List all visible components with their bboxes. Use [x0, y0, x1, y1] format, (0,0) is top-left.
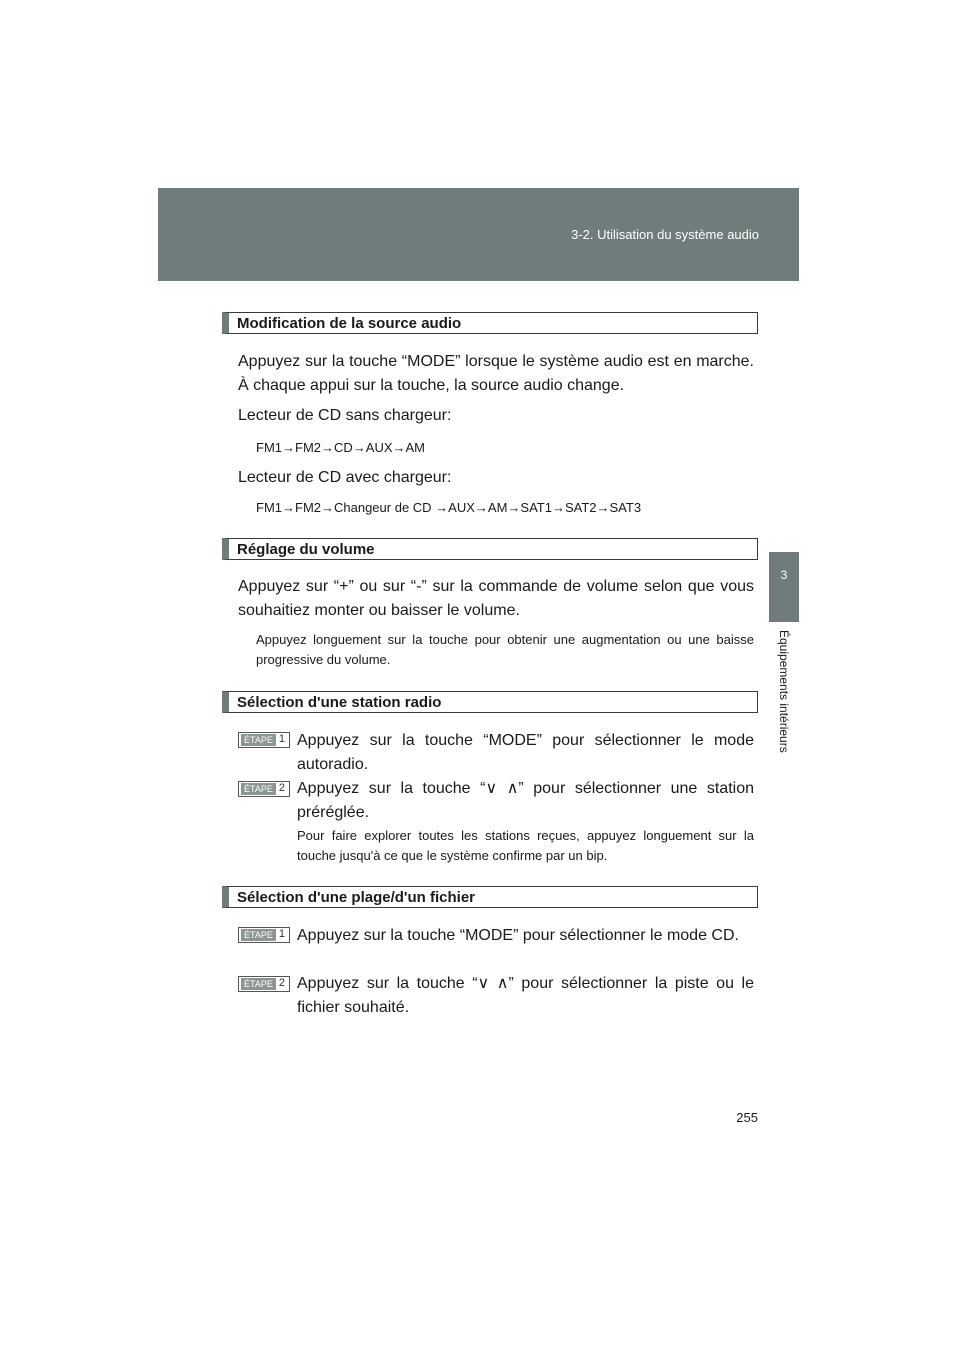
- source-sequence: FM1→FM2→Changeur de CD →AUX→AM→SAT1→SAT2→SAT3: [256, 500, 642, 515]
- step-text: Appuyez sur la touche “MODE” pour sélectionner le mode CD.: [297, 927, 739, 944]
- section-heading-volume: [222, 538, 758, 560]
- step-label: ÉTAPE: [241, 978, 276, 990]
- section-heading-radio: [222, 691, 758, 713]
- step-text: Appuyez sur la touche “MODE” pour sélectionner le mode autoradio.: [297, 732, 754, 773]
- step-badge-2: [238, 976, 290, 992]
- section-heading-text: Sélection d'une station radio: [237, 694, 442, 711]
- chapter-tab: [769, 552, 799, 622]
- step-label: ÉTAPE: [241, 734, 276, 746]
- step-text: Appuyez sur la touche “∨ ∧” pour sélectionner la piste ou le fichier souhaité.: [297, 975, 754, 1016]
- header-band: [158, 188, 799, 281]
- section-heading-track: [222, 886, 758, 908]
- paragraph: Appuyez sur la touche “MODE” lorsque le système audio est en marche. À chaque appui sur la touche, la source audio change.: [238, 353, 754, 394]
- paragraph: Appuyez sur “+” ou sur “-” sur la commande de volume selon que vous souhaitiez monter ou baisser le volume.: [238, 578, 754, 619]
- paragraph-label: Lecteur de CD sans chargeur:: [238, 407, 452, 424]
- note: Pour faire explorer toutes les stations reçues, appuyez longuement sur la touche jusqu'à ce que le système confirme par un bip.: [297, 828, 754, 863]
- step-badge-1: [238, 927, 290, 943]
- chapter-title: 3-2. Utilisation du système audio: [571, 227, 759, 242]
- source-sequence: FM1→FM2→CD→AUX→AM: [256, 440, 426, 455]
- step-badge-2: [238, 781, 290, 797]
- section-heading-text: Réglage du volume: [237, 541, 375, 558]
- step-label: ÉTAPE: [241, 929, 276, 941]
- section-heading-source: [222, 312, 758, 334]
- step-badge-1: [238, 732, 290, 748]
- step-number: 1: [278, 733, 285, 745]
- step-number: 2: [278, 977, 285, 989]
- step-number: 2: [278, 782, 285, 794]
- section-heading-text: Sélection d'une plage/d'un fichier: [237, 889, 476, 906]
- step-number: 1: [278, 928, 285, 940]
- paragraph-label: Lecteur de CD avec chargeur:: [238, 469, 452, 486]
- section-heading-text: Modification de la source audio: [237, 315, 462, 332]
- step-label: ÉTAPE: [241, 783, 276, 795]
- page-number: 255: [736, 1110, 758, 1125]
- chapter-side-label: Équipements intérieurs: [777, 630, 791, 753]
- step-text: Appuyez sur la touche “∨ ∧” pour sélectionner une station préréglée.: [297, 780, 754, 821]
- chapter-number: 3: [780, 568, 788, 582]
- note: Appuyez longuement sur la touche pour obtenir une augmentation ou une baisse progressive du volume.: [256, 632, 754, 667]
